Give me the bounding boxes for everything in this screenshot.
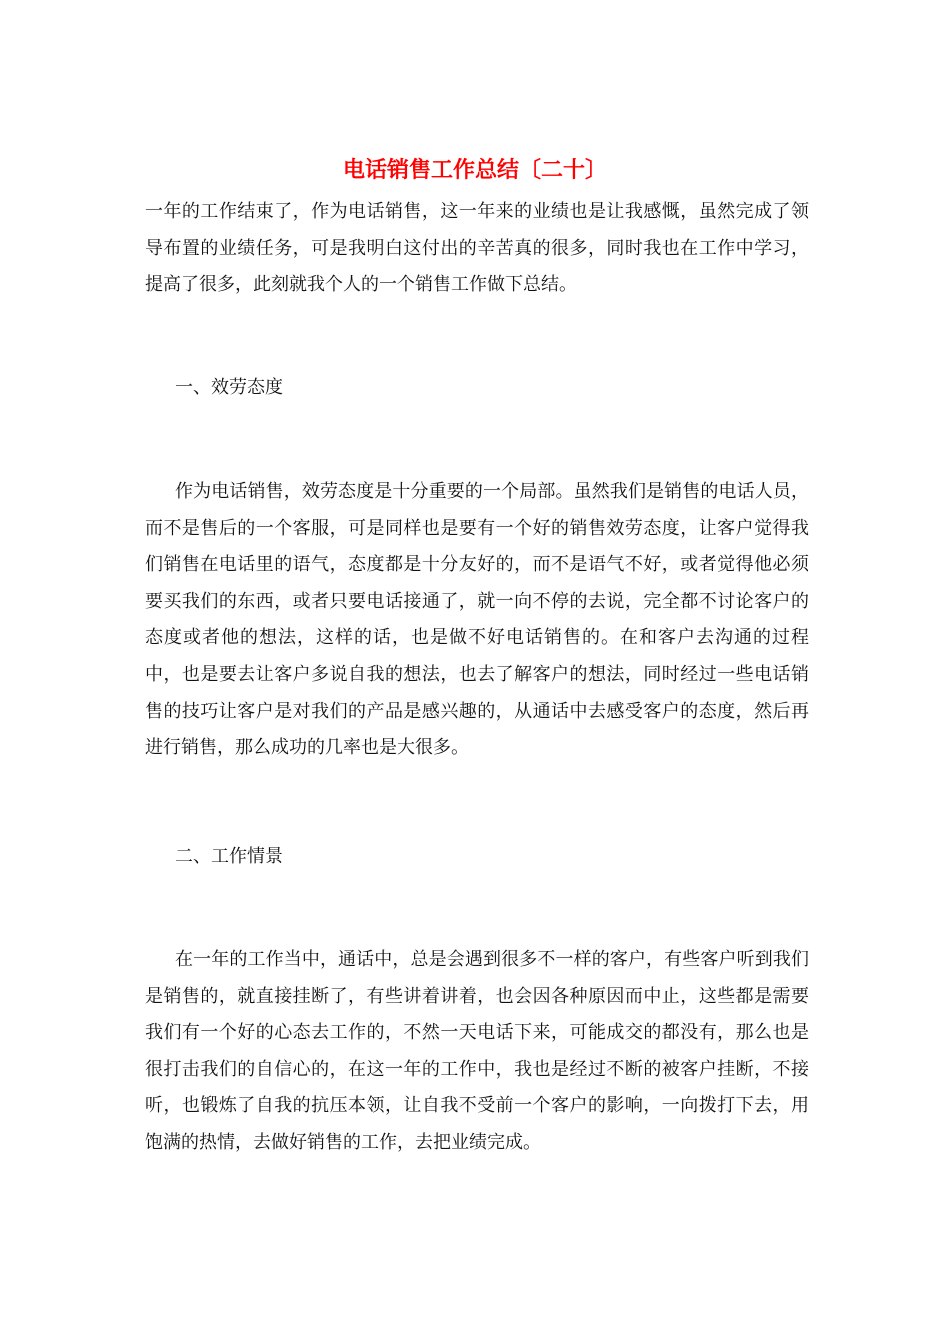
document-title: 电话销售工作总结〔二十〕 bbox=[342, 157, 607, 183]
intro-paragraph: 一年的工作结束了，作为电话销售，这一年来的业绩也是让我感慨，虽然完成了领导布置的业绩任务，可是我明白这付出的辛苦真的很多，同时我也在工作中学习，提高了很多，此刻就我个人的一个销售工作做下总结。 bbox=[145, 201, 809, 296]
section-heading-service-attitude: 一、效劳态度 bbox=[175, 377, 283, 398]
section-heading-work-situation: 二、工作情景 bbox=[175, 846, 283, 867]
service-attitude-paragraph: 作为电话销售，效劳态度是十分重要的一个局部。虽然我们是销售的电话人员，而不是售后的一个客服，可是同样也是要有一个好的销售效劳态度，让客户觉得我们销售在电话里的语气，态度都是十分友好的，而不是语气不好，或者觉得他必须要买我们的东西，或者只要电话接通了，就一向不停的去说，完全都不讨论客户的态度或者他的想法，这样的话，也是做不好电话销售的。在和客户去沟通的过程中，也是要去让客户多说自我的想法，也去了解客户的想法，同时经过一些电话销售的技巧让客户是对我们的产品是感兴趣的，从通话中去感受客户的态度，然后再进行销售，那么成功的几率也是大很多。 bbox=[145, 481, 809, 759]
work-situation-paragraph: 在一年的工作当中，通话中，总是会遇到很多不一样的客户，有些客户听到我们是销售的，就直接挂断了，有些讲着讲着，也会因各种原因而中止，这些都是需要我们有一个好的心态去工作的，不然一天电话下来，可能成交的都没有，那么也是很打击我们的自信心的，在这一年的工作中，我也是经过不断的被客户挂断，不接听，也锻炼了自我的抗压本领，让自我不受前一个客户的影响，一向拨打下去，用饱满的热情，去做好销售的工作，去把业绩完成。 bbox=[145, 949, 809, 1153]
